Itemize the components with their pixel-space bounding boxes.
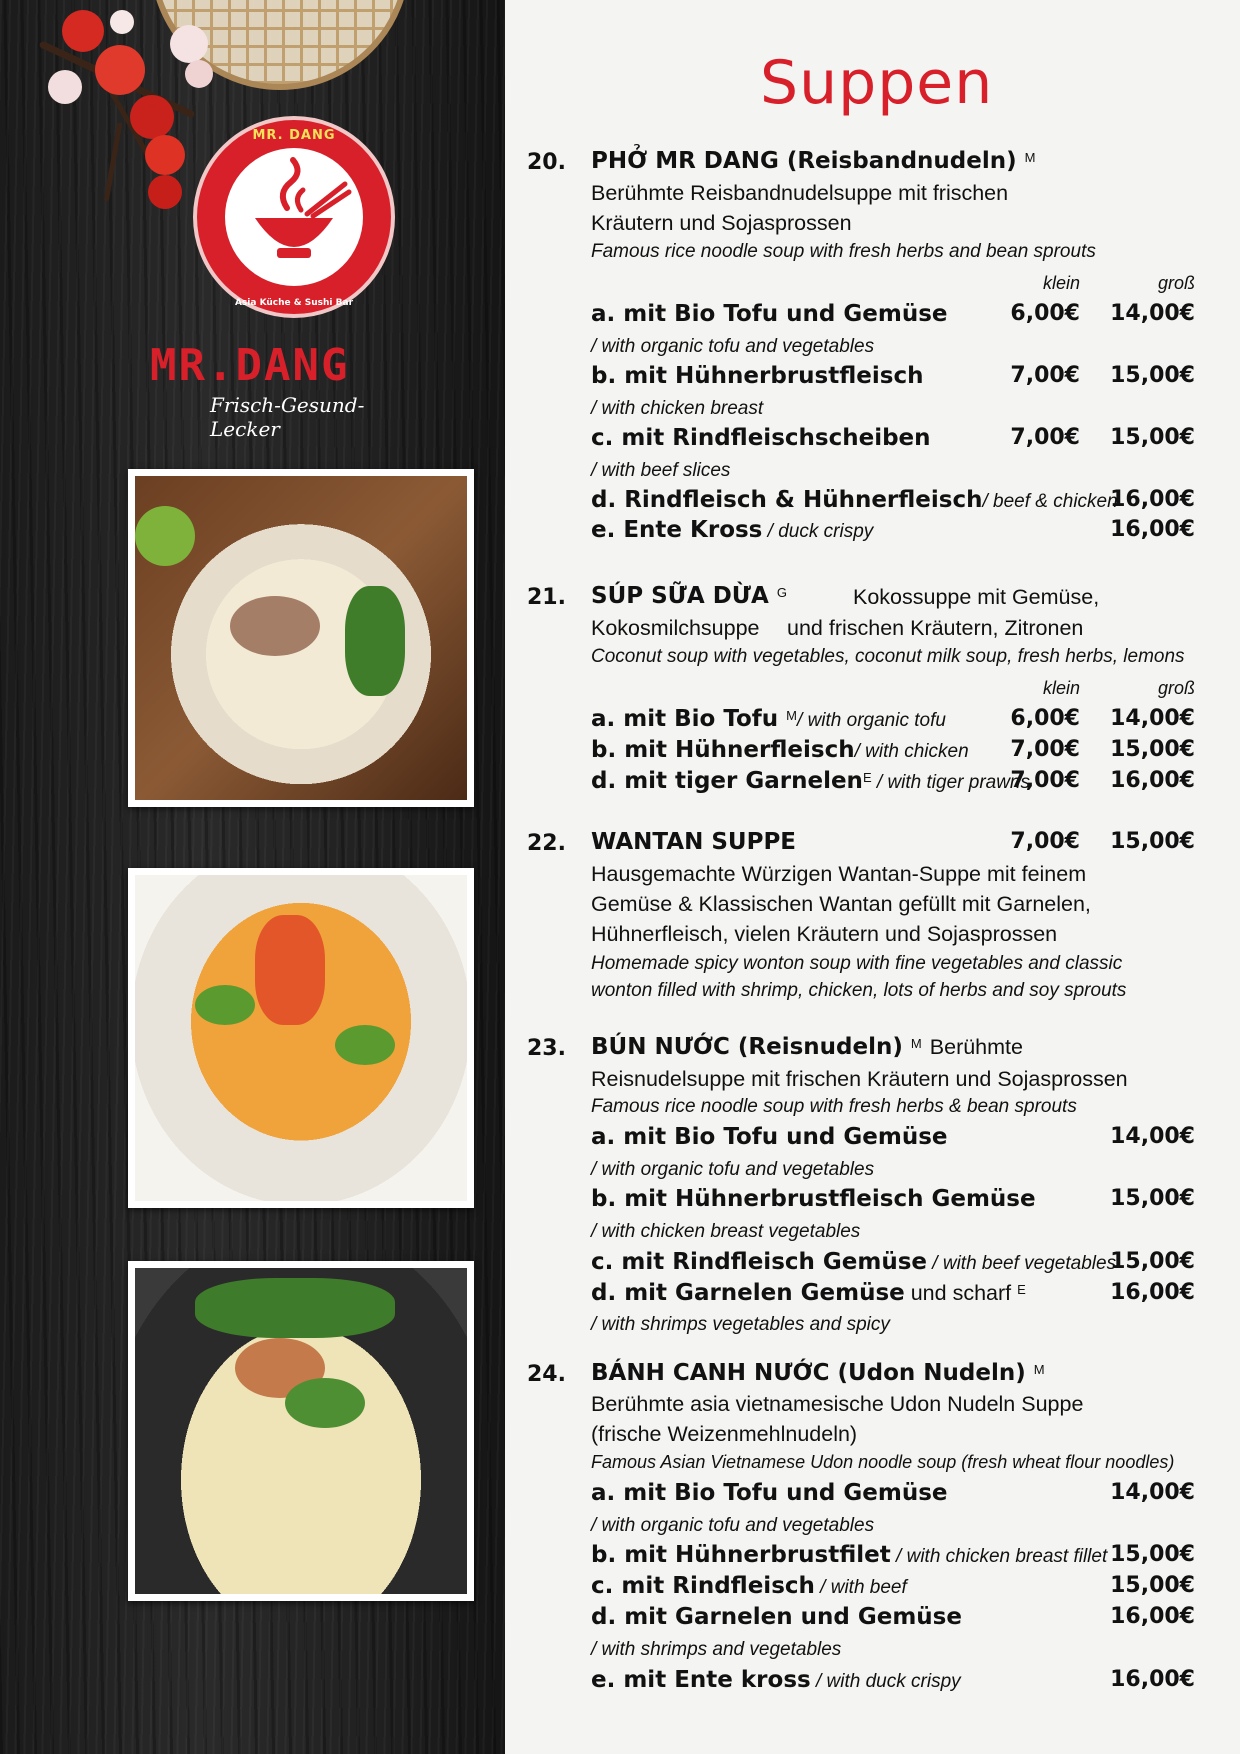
price: 16,00€ [1110, 1280, 1195, 1305]
price-large: 15,00€ [1110, 829, 1195, 854]
option-note: / with beef vegetables [927, 1253, 1117, 1274]
dish-description: Kokossuppe mit Gemüse, [853, 585, 1100, 609]
option-label-text: d. Rindfleisch & Hühnerfleisch [591, 487, 983, 513]
price-large: 16,00€ [1110, 768, 1195, 793]
item-number: 23. [527, 1036, 566, 1061]
price: 14,00€ [1110, 1480, 1195, 1505]
option-note: / with chicken breast [591, 398, 764, 419]
size-label-small: klein [1042, 678, 1080, 698]
price-large: 14,00€ [1110, 706, 1195, 731]
left-decor-panel [0, 0, 505, 1754]
brand-name: MR.DANG [150, 340, 350, 391]
option-label [591, 768, 1030, 794]
price-small: 7,00€ [1010, 829, 1080, 854]
size-label-large: groß [1157, 273, 1195, 293]
price-small: 7,00€ [1010, 737, 1080, 762]
option-label: a. mit Bio Tofu und Gemüse [591, 1480, 948, 1506]
option-note: / with organic tofu [797, 710, 946, 731]
dish-description-en: wonton filled with shrimp, chicken, lots of herbs and soy sprouts [591, 980, 1127, 1001]
dish-description: Berühmte [929, 1035, 1023, 1059]
menu-page [505, 0, 1240, 1754]
option-label [591, 1542, 1107, 1568]
wonton-soup-photo [128, 1261, 474, 1601]
dish-name-text: SÚP SỮA DỪA [591, 583, 769, 609]
dish-description: Hausgemachte Würzigen Wantan-Suppe mit feinem [591, 862, 1087, 886]
price-large: 15,00€ [1110, 425, 1195, 450]
option-label-text: c. mit Rindfleisch [591, 1573, 815, 1599]
dish-description-en: Homemade spicy wonton soup with fine vegetables and classic [591, 953, 1123, 974]
price: 15,00€ [1110, 1542, 1195, 1567]
logo-top-text: MR. DANG [252, 128, 336, 143]
option-label-text: d. mit Garnelen Gemüse [591, 1280, 905, 1306]
price: 15,00€ [1110, 1249, 1195, 1274]
dish-description: Berühmte asia vietnamesische Udon Nudeln Suppe [591, 1392, 1084, 1416]
option-note: / with chicken breast fillet [890, 1546, 1108, 1567]
dish-description: (frische Weizenmehlnudeln) [591, 1422, 858, 1446]
dish-name [591, 148, 1036, 174]
dish-name-text: BÚN NƯỚC (Reisnudeln) [591, 1034, 903, 1060]
option-note: / with organic tofu and vegetables [591, 336, 875, 357]
allergen-code: M [1024, 150, 1036, 165]
option-label: a. mit Bio Tofu und Gemüse [591, 301, 948, 327]
coconut-soup-photo [128, 868, 474, 1208]
dish-description: Berühmte Reisbandnudelsuppe mit frischen [591, 181, 1009, 205]
option-label-text: e. mit Ente kross [591, 1667, 811, 1693]
option-label [591, 1280, 1026, 1306]
price-large: 15,00€ [1110, 363, 1195, 388]
option-note: / with tiger prawns [871, 772, 1031, 793]
option-label: d. mit Garnelen und Gemüse [591, 1604, 962, 1630]
size-label-large: groß [1157, 678, 1195, 698]
option-label [591, 1249, 1116, 1275]
option-label [591, 706, 946, 732]
price: 15,00€ [1110, 1186, 1195, 1211]
price: 16,00€ [1110, 1667, 1195, 1692]
dish-description: Kokosmilchsuppe [591, 616, 760, 640]
option-label [591, 1667, 961, 1693]
allergen-code: E [1017, 1282, 1026, 1297]
price-small: 6,00€ [1010, 301, 1080, 326]
dish-description: Hühnerfleisch, vielen Kräutern und Sojasprossen [591, 922, 1058, 946]
option-label-text: c. mit Rindfleisch Gemüse [591, 1249, 928, 1275]
option-label-text: e. Ente Kross [591, 517, 763, 543]
option-label-text: a. mit Bio Tofu [591, 706, 779, 732]
option-label [591, 737, 969, 763]
price: 14,00€ [1110, 1124, 1195, 1149]
option-note: / with shrimps vegetables and spicy [591, 1314, 890, 1335]
price-small: 6,00€ [1010, 706, 1080, 731]
option-label-text: d. mit tiger Garnelen [591, 768, 863, 794]
dish-name [591, 1034, 1023, 1060]
option-label: a. mit Bio Tofu und Gemüse [591, 1124, 948, 1150]
option-note: / with duck crispy [810, 1671, 961, 1692]
option-extra: und scharf [904, 1281, 1018, 1305]
option-note: / with shrimps and vegetables [591, 1639, 842, 1660]
dish-name-text: BÁNH CANH NƯỚC (Udon Nudeln) [591, 1360, 1026, 1386]
dish-description-en: Famous Asian Vietnamese Udon noodle soup (fresh wheat flour noodles) [591, 1452, 1175, 1472]
item-number: 20. [527, 150, 566, 175]
option-label [591, 517, 873, 543]
price-large: 16,00€ [1110, 517, 1195, 542]
dish-description: Gemüse & Klassischen Wantan gefüllt mit Garnelen, [591, 892, 1091, 916]
brand-logo [193, 116, 395, 318]
option-note: / with organic tofu and vegetables [591, 1515, 875, 1536]
dish-description-en: Famous rice noodle soup with fresh herbs and bean sprouts [591, 241, 1096, 262]
option-label-text: b. mit Hühnerbrustfilet [591, 1542, 891, 1568]
option-note: / with beef [814, 1577, 907, 1598]
soup-bowl-icon [225, 148, 363, 286]
dish-name-text: PHỞ MR DANG (Reisbandnudeln) [591, 148, 1017, 174]
allergen-code: M [910, 1036, 922, 1051]
allergen-code: E [862, 770, 872, 785]
item-number: 21. [527, 585, 566, 610]
dish-name [591, 583, 787, 609]
option-note: / beef & chicken [982, 491, 1118, 512]
option-label-text: b. mit Hühnerfleisch [591, 737, 855, 763]
price-large: 14,00€ [1110, 301, 1195, 326]
pho-soup-photo [128, 469, 474, 807]
price-small: 7,00€ [1010, 425, 1080, 450]
option-note: / with chicken [854, 741, 969, 762]
allergen-code: G [776, 585, 787, 600]
price-small: 7,00€ [1010, 363, 1080, 388]
dish-name: WANTAN SUPPE [591, 829, 797, 855]
logo-bottom-text: Asia Küche & Sushi Bar [234, 298, 354, 308]
dish-name [591, 1360, 1045, 1386]
option-note: / with chicken breast vegetables [591, 1221, 861, 1242]
item-number: 24. [527, 1362, 566, 1387]
option-note: / duck crispy [762, 521, 874, 542]
price-small: 7,00€ [1010, 768, 1080, 793]
option-label: b. mit Hühnerbrustfleisch Gemüse [591, 1186, 1036, 1212]
option-label [591, 487, 1118, 513]
dish-description-en: Famous rice noodle soup with fresh herbs & bean sprouts [591, 1096, 1077, 1117]
option-label: b. mit Hühnerbrustfleisch [591, 363, 924, 389]
size-label-small: klein [1042, 273, 1080, 293]
dish-description: Reisnudelsuppe mit frischen Kräutern und Sojasprossen [591, 1067, 1128, 1091]
option-note: / with beef slices [591, 460, 731, 481]
allergen-code: M [786, 708, 798, 723]
allergen-code: M [1033, 1362, 1045, 1377]
dish-description: Kräutern und Sojasprossen [591, 211, 852, 235]
page-title: Suppen [760, 48, 994, 118]
dish-description-en: Coconut soup with vegetables, coconut milk soup, fresh herbs, lemons [591, 646, 1185, 667]
price: 16,00€ [1110, 1604, 1195, 1629]
option-label [591, 1573, 907, 1599]
item-number: 22. [527, 831, 566, 856]
price-large: 16,00€ [1110, 487, 1195, 512]
option-label: c. mit Rindfleischscheiben [591, 425, 931, 451]
price-large: 15,00€ [1110, 737, 1195, 762]
option-note: / with organic tofu and vegetables [591, 1159, 875, 1180]
price: 15,00€ [1110, 1573, 1195, 1598]
brand-slogan: Frisch-Gesund-Lecker [210, 393, 365, 441]
dish-description: und frischen Kräutern, Zitronen [787, 616, 1084, 640]
